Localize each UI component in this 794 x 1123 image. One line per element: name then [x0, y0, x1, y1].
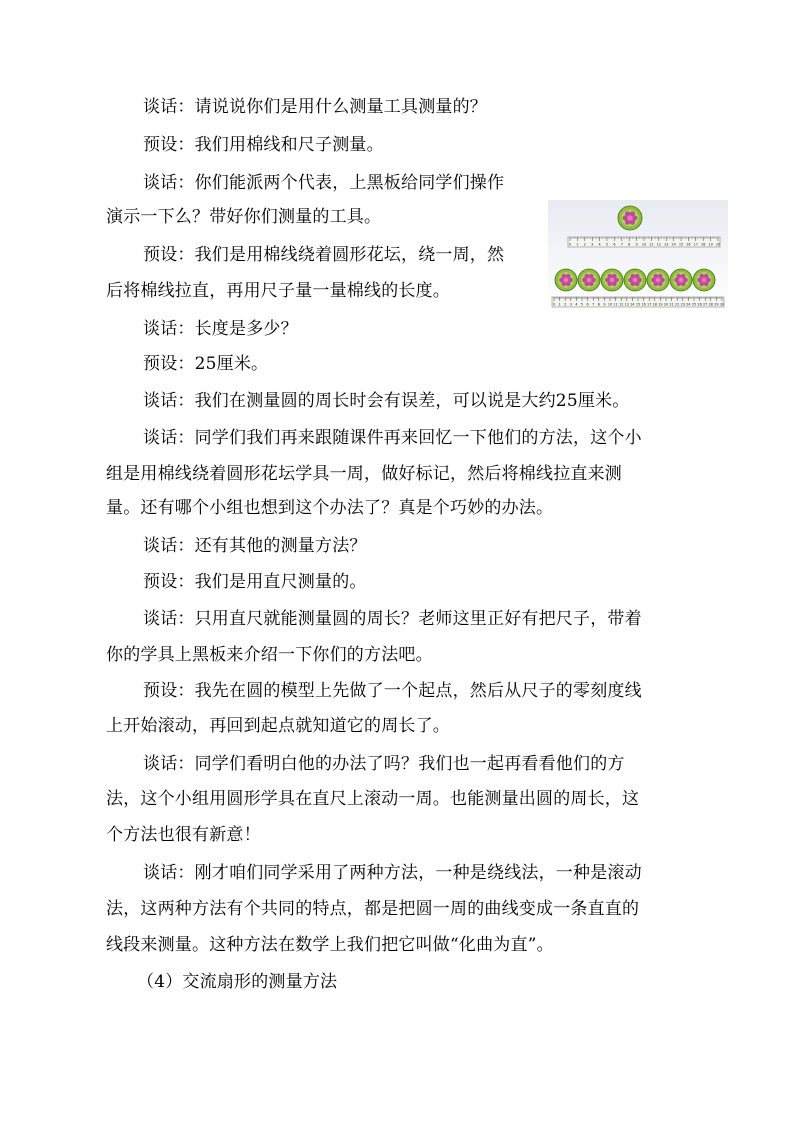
ruler-tick-label: 6 [613, 242, 616, 247]
ruler-tick-label: 8 [628, 242, 631, 247]
paragraph-line: 预设：25厘米。 [143, 354, 269, 374]
flower-disc-icon [555, 269, 577, 291]
ruler-tick-label: 9 [603, 302, 606, 307]
ruler-tick-label: 16 [686, 242, 691, 247]
paragraph-line: 谈话：你们能派两个代表，上黑板给同学们操作 [143, 173, 505, 193]
ruler-tick-label: 5 [605, 242, 609, 247]
flower-disc-icon [693, 269, 715, 291]
ruler-tick-label: 7 [592, 302, 595, 307]
ruler-tick-label: 28 [708, 302, 713, 307]
paragraph-line: 谈话：只用直尺就能测量圆的周长？老师这里正好有把尺子，带着 [143, 609, 642, 629]
ruler-tick-label: 7 [620, 242, 623, 247]
paragraph-line: 演示一下么？带好你们测量的工具。 [106, 207, 382, 227]
ruler-tick-label: 25 [691, 302, 697, 307]
paragraph-line: 法，这个小组用圆形学具在直尺上滚动一周。也能测量出圆的周长，这 [106, 789, 640, 809]
paragraph-line: 个方法也很有新意！ [106, 825, 261, 845]
flower-disc-icon [624, 269, 646, 291]
paragraph-line: 谈话：同学们看明白他的办法了吗？我们也一起再看看他们的方 [143, 754, 625, 774]
paragraph-line: 你的学具上黑板来介绍一下你们的方法吧。 [106, 645, 433, 665]
flower-disc-icon [578, 269, 600, 291]
ruler-tick-label: 1 [576, 242, 579, 247]
ruler-tick-label: 2 [583, 242, 586, 247]
ruler-tick-label: 9 [635, 242, 638, 247]
ruler-tick-label: 2 [564, 302, 567, 307]
ruler-tick-label: 17 [693, 242, 698, 247]
ruler-tick-label: 14 [671, 242, 676, 247]
ruler-tick-label: 18 [701, 242, 706, 247]
flower-disc-icon [618, 206, 642, 230]
ruler-tick-label: 11 [649, 242, 654, 247]
ruler-tick-label: 26 [697, 302, 702, 307]
ruler-tick-label: 13 [664, 242, 669, 247]
ruler-tick-label: 17 [647, 302, 652, 307]
paragraph-line: 谈话：刚才咱们同学采用了两种方法，一种是绕线法，一种是滚动 [143, 863, 642, 883]
ruler-tick-label: 22 [675, 302, 680, 307]
ruler-tick-label: 20 [715, 242, 721, 247]
ruler-tick-label: 27 [703, 302, 708, 307]
ruler-tick-label: 21 [669, 302, 674, 307]
ruler-tick-label: 19 [658, 302, 663, 307]
ruler-tick-label: 3 [591, 242, 594, 247]
ruler-tick-label: 11 [613, 302, 618, 307]
ruler-tick-label: 0 [552, 302, 556, 307]
paragraph-line: 谈话：请说说你们是用什么测量工具测量的？ [143, 97, 487, 117]
ruler-tick-label: 15 [635, 302, 641, 307]
paragraph-line: 谈话：我们在测量圆的周长时会有误差，可以说是大约25厘米。 [143, 391, 630, 411]
paragraph-line: 预设：我们是用棉线绕着圆形花坛，绕一周，然 [143, 245, 505, 265]
ruler-tick-label: 15 [678, 242, 684, 247]
paragraph-line: 法，这两种方法有个共同的特点，都是把圆一周的曲线变成一条直直的 [106, 899, 640, 919]
ruler-tick-label: 12 [656, 242, 661, 247]
ruler-tick-label: 3 [569, 302, 572, 307]
paragraph-line: 量。还有哪个小组也想到这个办法了？真是个巧妙的办法。 [106, 498, 554, 518]
ruler-tick-label: 16 [641, 302, 646, 307]
paragraph-line: 预设：我们是用直尺测量的。 [143, 572, 367, 592]
ruler-tick-label: 20 [663, 302, 669, 307]
ruler-tick-label: 5 [580, 302, 584, 307]
ruler-tick-label: 12 [619, 302, 624, 307]
paragraph-line: 谈话：还有其他的测量方法？ [143, 536, 367, 556]
ruler-tick-label: 23 [680, 302, 685, 307]
ruler-tick-label: 4 [598, 242, 601, 247]
ruler-tick-label: 29 [714, 302, 719, 307]
paragraph-line: 上开始滚动，再回到起点就知道它的周长了。 [106, 716, 450, 736]
ruler-tick-label: 1 [558, 302, 561, 307]
flower-disc-icon [670, 269, 692, 291]
paragraph-line: 谈话：长度是多少？ [143, 319, 298, 339]
ruler-tick-label: 13 [624, 302, 629, 307]
ruler-tick-label: 6 [586, 302, 589, 307]
paragraph-line: 预设：我们用棉线和尺子测量。 [143, 135, 384, 155]
ruler-tick-label: 14 [630, 302, 635, 307]
ruler-tick-label: 0 [568, 242, 572, 247]
paragraph-line: 后将棉线拉直，再用尺子量一量棉线的长度。 [106, 281, 450, 301]
flower-disc-icon [601, 269, 623, 291]
paragraph-line: 线段来测量。这种方法在数学上我们把它叫做“化曲为直”。 [106, 935, 554, 955]
flower-disc-icon [647, 269, 669, 291]
ruler-tick-label: 10 [607, 302, 613, 307]
ruler-tick-label: 30 [719, 302, 725, 307]
ruler-tick-label: 18 [652, 302, 657, 307]
ruler-tick-label: 24 [686, 302, 691, 307]
section-heading: （4）交流扇形的测量方法 [137, 972, 338, 992]
ruler-tick-label: 4 [575, 302, 578, 307]
paragraph-line: 预设：我先在圆的模型上先做了一个起点，然后从尺子的零刻度线 [143, 681, 642, 701]
rolling-circle-on-ruler-icon [548, 200, 728, 312]
ruler-tick-label: 10 [641, 242, 647, 247]
paragraph-line: 谈话：同学们我们再来跟随课件再来回忆一下他们的方法，这个小 [143, 428, 642, 448]
ruler-tick-label: 8 [597, 302, 600, 307]
paragraph-line: 组是用棉线绕着圆形花坛学具一周，做好标记，然后将棉线拉直来测 [106, 464, 622, 484]
ruler-tick-label: 19 [708, 242, 713, 247]
